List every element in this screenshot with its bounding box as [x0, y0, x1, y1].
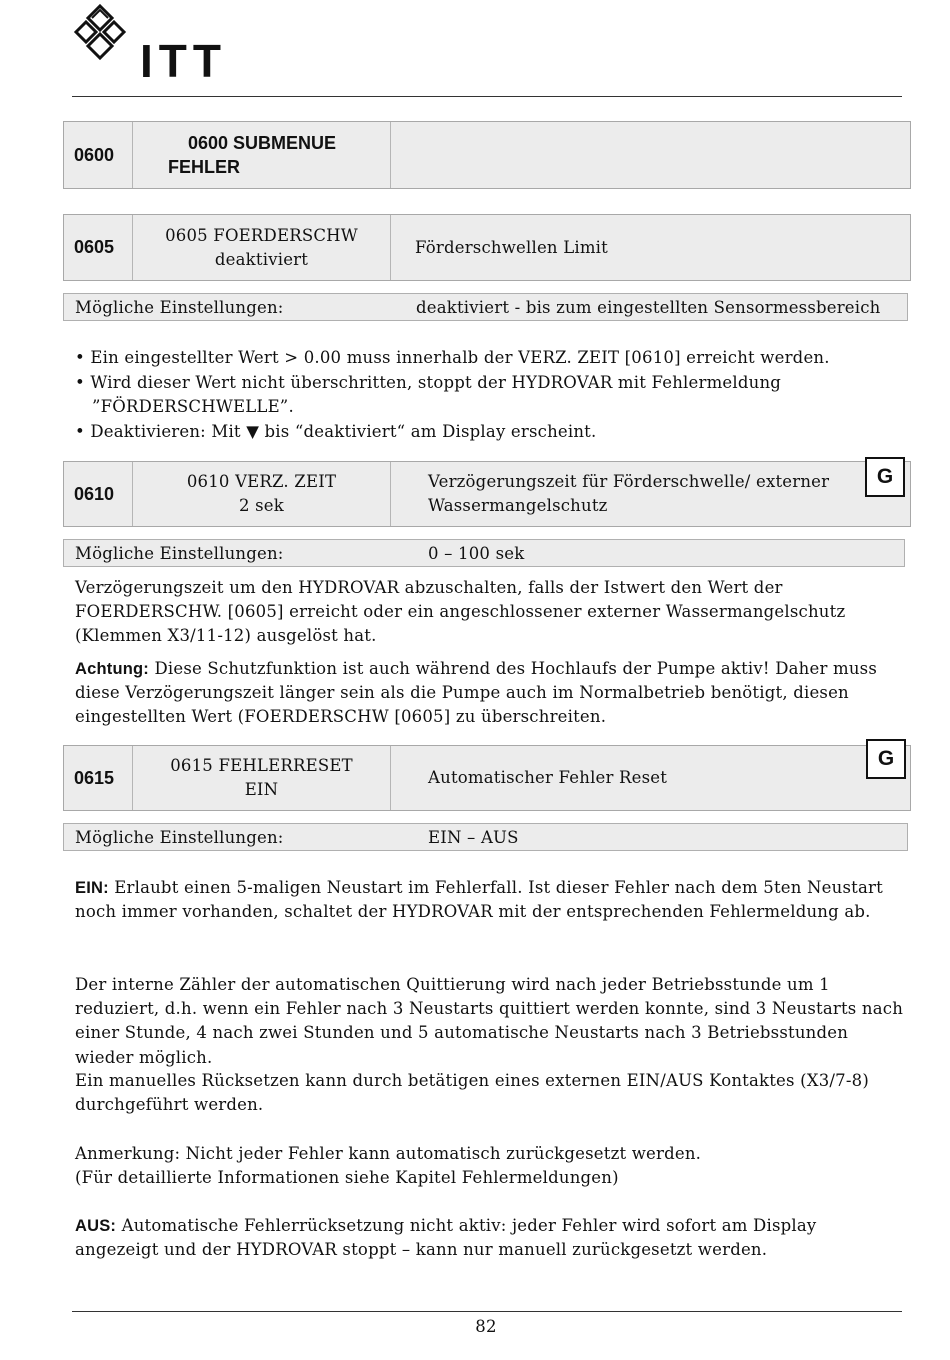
page-number: 82 — [475, 1317, 497, 1336]
param-name: 0615 FEHLERRESET — [170, 756, 353, 775]
param-name-cell — [133, 746, 391, 810]
param-name-cell — [133, 462, 391, 526]
itt-logo-icon — [72, 2, 142, 62]
aus-label: AUS: — [75, 1217, 117, 1235]
param-value: EIN — [244, 780, 279, 799]
settings-row-0605 — [63, 293, 908, 321]
paragraph-0615-note — [75, 1142, 905, 1190]
aus-text: Automatische Fehlerrücksetzung nicht aktiv: jeder Fehler wird sofort am Display angezeigt und der HYDROVAR stoppt – kann nur manuell zurückgesetzt werden. — [75, 1216, 817, 1260]
settings-label: Mögliche Einstellungen: — [75, 297, 284, 317]
paragraph-0615-ein — [75, 876, 905, 924]
paragraph-0610-text: Verzögerungszeit um den HYDROVAR abzuschalten, falls der Istwert den Wert der FOERDERSCHW. [0605] erreicht oder ein angeschlossener externer Wassermangelschutz (Klemmen X3/11-12) ausgelöst hat. — [75, 578, 846, 646]
param-description — [391, 462, 910, 526]
itt-logo — [72, 2, 242, 88]
param-name: 0610 VERZ. ZEIT — [186, 472, 337, 491]
header-rule — [72, 96, 902, 97]
list-item: • Wird dieser Wert nicht überschritten, stoppt der HYDROVAR mit Fehlermeldung ”FÖRDERSCHWELLE”. — [75, 372, 782, 416]
settings-row-0610 — [63, 539, 905, 567]
param-row-0600 — [63, 121, 911, 189]
logo-text: ITT — [140, 35, 227, 87]
settings-row-0615 — [63, 823, 908, 851]
note-line2: (Für detaillierte Informationen siehe Kapitel Fehlermeldungen) — [75, 1168, 619, 1188]
param-row-0610 — [63, 461, 911, 527]
warning-label: Achtung: — [75, 660, 149, 678]
submenu-title-line2: FEHLER — [168, 157, 240, 177]
submenu-title-line1: 0600 SUBMENUE — [188, 133, 337, 153]
paragraph-0610-warning — [75, 657, 905, 730]
submenu-title — [133, 122, 391, 188]
ein-label: EIN: — [75, 879, 109, 897]
param-empty-cell — [391, 122, 910, 188]
param-code: 0615 — [64, 746, 133, 810]
settings-value: deaktiviert - bis zum eingestellten Sensormessbereich — [416, 297, 881, 317]
param-description: Förderschwellen Limit — [415, 237, 608, 257]
badge-g-0610: G — [865, 457, 905, 497]
settings-value: 0 – 100 sek — [428, 543, 525, 563]
footer-rule — [72, 1311, 902, 1312]
badge-g-0615: G — [866, 739, 906, 779]
settings-value: EIN – AUS — [428, 827, 519, 847]
settings-label: Mögliche Einstellungen: — [75, 827, 284, 847]
paragraph-0615-counter: Der interne Zähler der automatischen Quittierung wird nach jeder Betriebsstunde um 1 reduziert, d.h. wenn ein Fehler nach 3 Neustarts quittiert werden konnte, sind 3 Neustarts nach einer Stunde, 4 nach zwei Stunden und 5 automatische Neustarts nach 3 Betriebsstunden wieder möglich. — [75, 975, 904, 1067]
settings-label: Mögliche Einstellungen: — [75, 543, 284, 563]
param-row-0605 — [63, 214, 911, 281]
list-item: • Deaktivieren: Mit ▼ bis “deaktiviert“ am Display erscheint. — [75, 421, 597, 441]
param-description-line2: Wassermangelschutz — [428, 496, 608, 515]
param-value: deaktiviert — [214, 249, 309, 269]
list-item: • Ein eingestellter Wert > 0.00 muss innerhalb der VERZ. ZEIT [0610] erreicht werden. — [75, 348, 830, 367]
param-code: 0610 — [64, 462, 133, 526]
param-row-0615 — [63, 745, 911, 811]
param-description-line1: Verzögerungszeit für Förderschwelle/ externer — [428, 472, 830, 491]
paragraph-0615-aus — [75, 1214, 905, 1262]
warning-text: Diese Schutzfunktion ist auch während des Hochlaufs der Pumpe aktiv! Daher muss diese Verzögerungszeit länger sein als die Pumpe auch im Normalbetrieb benötigt, diesen eingestellten Wert (FOERDERSCHW [0605] zu überschreiten. — [75, 659, 877, 727]
ein-text: Erlaubt einen 5-maligen Neustart im Fehlerfall. Ist dieser Fehler nach dem 5ten Neustart noch immer vorhanden, schaltet der HYDROVAR mit der entsprechenden Fehlermeldung ab. — [75, 878, 883, 922]
paragraph-0615-manual: Ein manuelles Rücksetzen kann durch betätigen eines externen EIN/AUS Kontaktes (X3/7-8) durchgeführt werden. — [75, 1071, 869, 1115]
param-value: 2 sek — [239, 496, 284, 515]
param-name: 0605 FOERDERSCHW — [165, 225, 358, 245]
param-code: 0600 — [64, 122, 133, 188]
note-line1: Anmerkung: Nicht jeder Fehler kann automatisch zurückgesetzt werden. — [75, 1144, 702, 1163]
param-name-cell — [133, 215, 391, 280]
bullet-list-0605 — [75, 346, 895, 444]
param-description: Automatischer Fehler Reset — [428, 768, 668, 787]
param-code: 0605 — [64, 215, 133, 280]
